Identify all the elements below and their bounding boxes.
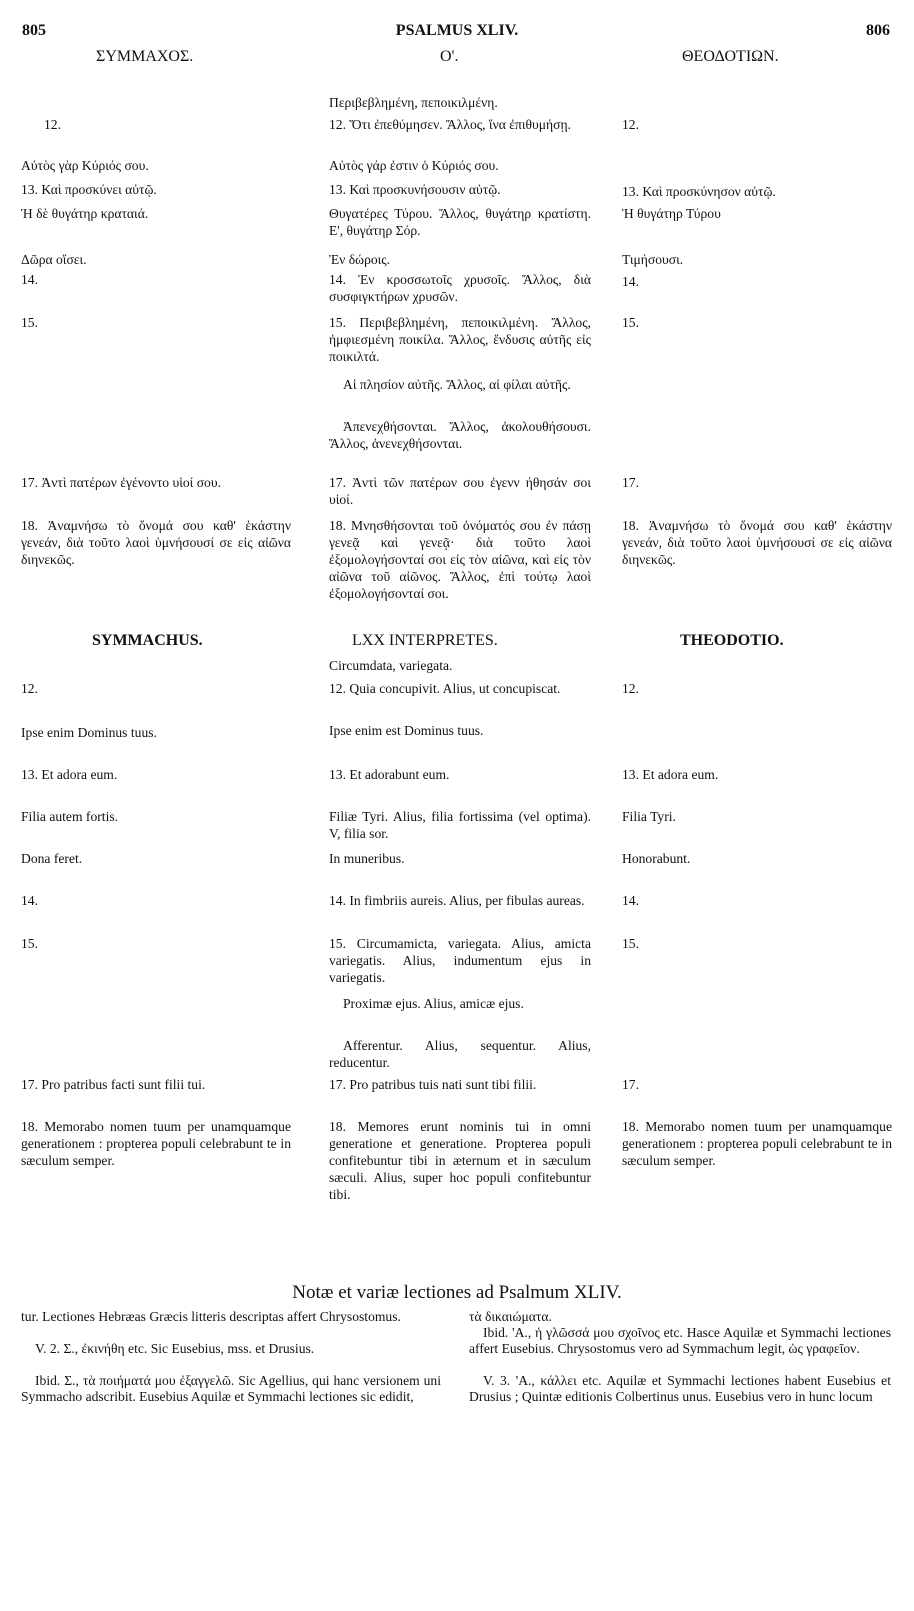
latin-lxx-b: Filiæ Tyri. Alius, filia fortissima (vel optima). V, filia sor. [329,809,591,841]
page-number-right: 806 [866,22,890,39]
latin-sym-c: Dona feret. [21,851,83,866]
greek-theo-v12: 12. [622,117,639,132]
greek-sym-b: Ἡ δὲ θυγάτηρ κραταιά. [21,206,149,221]
greek-sym-v13: 13. Καὶ προσκύνει αὐτῷ. [21,182,157,197]
latin-lxx-v12: 12. Quia concupivit. Alius, ut concupiscat. [329,681,561,696]
latin-heading-lxx: LXX INTERPRETES. [352,632,498,649]
latin-sym-v14: 14. [21,893,38,908]
greek-lxx-e: Ἀπενεχθήσονται. Ἄλλος, ἀκολουθήσουσι. Ἄλλος, ἀνενεχθήσονται. [329,419,591,451]
latin-heading-theodotion: THEODOTIO. [680,632,784,649]
latin-sym-b: Filia autem fortis. [21,809,119,824]
latin-sym-a: Ipse enim Dominus tuus. [21,725,157,740]
greek-sym-v15: 15. [21,315,38,330]
latin-lxx-v15: 15. Circumamicta, variegata. Alius, amicta variegatis. Alius, indumentum ejus in variegatis. [329,936,591,985]
greek-lxx-b: Θυγατέρες Τύρου. Ἄλλος, θυγάτηρ κρατίστη. Ε', θυγάτηρ Σόρ. [329,206,591,238]
latin-theo-c: Honorabunt. [622,851,691,866]
greek-lxx-c: Ἐν δώροις. [329,252,391,267]
greek-lxx-v15: 15. Περιβεβλημένη, πεποικιλμένη. Ἄλλος, ἠμφιεσμένη ποικίλα. Ἄλλος, ἔνδυσις αὐτῆς εἰς ποικιλτά. [329,315,591,364]
greek-lxx-v18: 18. Μνησθήσονται τοῦ ὀνόματός σου ἐν πάσῃ γενεᾷ καὶ γενεᾷ· διὰ τοῦτο λαοὶ ἐξομολογήσονταί σοι εἰς τὸν αἰῶνα, καὶ εἰς τὸν αἰῶνα τοῦ αἰῶνος. Ἄλλος, ἐπὶ τούτῳ λαοὶ ἐξομολογήσονταί σοι. [329,518,591,601]
latin-sym-v12: 12. [21,681,38,696]
greek-theo-v17: 17. [622,475,639,490]
greek-theo-v14: 14. [622,274,639,289]
greek-heading-lxx: Ο'. [440,48,459,65]
latin-theo-v17: 17. [622,1077,639,1092]
latin-theo-b: Filia Tyri. [622,809,676,824]
latin-lxx-v17: 17. Pro patribus tuis nati sunt tibi filii. [329,1077,537,1092]
page-number-left: 805 [22,22,46,39]
note-left-3: Ibid. Σ., τὰ ποιήματά μου ἐξαγγελῶ. Sic Agellius, qui hanc versionem uni Symmacho adscribit. Eusebius Aquilæ et Symmachi lectiones sic edidit, [21,1373,441,1404]
latin-theo-v13: 13. Et adora eum. [622,767,719,782]
greek-lxx-v14: 14. Ἐν κροσσωτοῖς χρυσοῖς. Ἄλλος, διὰ συσφιγκτήρων χρυσῶν. [329,272,591,304]
latin-theo-v15: 15. [622,936,639,951]
greek-sym-v17: 17. Ἀντὶ πατέρων ἐγένοντο υἱοί σου. [21,475,221,490]
greek-sym-c: Δῶρα οἴσει. [21,252,87,267]
note-left-2: V. 2. Σ., ἐκινήθη etc. Sic Eusebius, mss. et Drusius. [35,1341,315,1356]
greek-sym-a: Αὐτὸς γὰρ Κύριός σου. [21,158,149,173]
greek-theo-b: Ἡ θυγάτηρ Τύρου [622,206,721,221]
greek-theo-c: Τιμήσουσι. [622,252,684,267]
latin-theo-v14: 14. [622,893,639,908]
latin-lxx-v13: 13. Et adorabunt eum. [329,767,450,782]
greek-theo-v13: 13. Καὶ προσκύνησον αὐτῷ. [622,184,776,199]
latin-lxx-v18: 18. Memores erunt nominis tui in omni generatione et generatione. Propterea populi confitebuntur tibi in æternum et in sæculum sæculi. Alius, super hoc populi confitebuntur tibi. [329,1119,591,1202]
latin-sym-v13: 13. Et adora eum. [21,767,118,782]
running-title: PSALMUS XLIV. [395,22,519,39]
note-right-1: τὰ δικαιώματα. [469,1309,552,1324]
greek-sym-v18: 18. Ἀναμνήσω τὸ ὄνομά σου καθ' ἑκάστην γενεάν, διὰ τοῦτο λαοὶ ὑμνήσουσί σε εἰς αἰῶνα διηνεκῶς. [21,518,291,567]
notes-title: Notæ et variæ lectiones ad Psalmum XLIV. [292,1282,622,1303]
note-right-2: Ibid. 'Α., ἡ γλῶσσά μου σχοῖνος etc. Hasce Aquilæ et Symmachi lectiones affert Eusebius. Chrysostomus vero ad Symmachum legit, ὡς γραφεῖον. [469,1325,891,1356]
greek-heading-theodotion: ΘΕΟΔΟΤΙΩΝ. [682,48,779,65]
greek-lxx-v12: 12. Ὅτι ἐπεθύμησεν. Ἄλλος, ἵνα ἐπιθυμήσῃ. [329,117,571,132]
greek-lxx-d: Αἱ πλησίον αὐτῆς. Ἄλλος, αἱ φίλαι αὐτῆς. [343,377,571,392]
latin-lxx-a: Ipse enim est Dominus tuus. [329,723,484,738]
latin-theo-v12: 12. [622,681,639,696]
latin-lxx-d: Proximæ ejus. Alius, amicæ ejus. [343,996,524,1011]
greek-theo-v15: 15. [622,315,639,330]
latin-sym-v15: 15. [21,936,38,951]
greek-sym-v12: 12. [44,117,61,132]
latin-lxx-c: In muneribus. [329,851,405,866]
greek-lxx-a: Αὐτὸς γάρ ἐστιν ὁ Κύριός σου. [329,158,499,173]
greek-lxx-top: Περιβεβλημένη, πεποικιλμένη. [329,95,498,110]
latin-theo-v18: 18. Memorabo nomen tuum per unamquamque generationem : propterea populi celebrabunt te in sæculum semper. [622,1119,892,1168]
note-right-3: V. 3. 'Α., κάλλει etc. Aquilæ et Symmachi lectiones habent Eusebius et Drusius ; Quintæ editionis Colbertinus unus. Eusebius vero in hunc locum [469,1373,891,1404]
greek-sym-v14: 14. [21,272,38,287]
latin-lxx-e: Afferentur. Alius, sequentur. Alius, reducentur. [329,1038,591,1070]
latin-lxx-top: Circumdata, variegata. [329,658,453,673]
greek-lxx-v13: 13. Καὶ προσκυνήσουσιν αὐτῷ. [329,182,501,197]
greek-heading-symmachus: ΣΥΜΜΑΧΟΣ. [96,48,194,65]
greek-theo-v18: 18. Ἀναμνήσω τὸ ὄνομά σου καθ' ἑκάστην γενεάν, διὰ τοῦτο λαοὶ ὑμνήσουσί σε εἰς αἰῶνα διηνεκῶς. [622,518,892,567]
latin-sym-v17: 17. Pro patribus facti sunt filii tui. [21,1077,206,1092]
note-left-1: tur. Lectiones Hebræas Græcis litteris descriptas affert Chrysostomus. [21,1309,401,1324]
latin-sym-v18: 18. Memorabo nomen tuum per unamquamque generationem : propterea populi celebrabunt te in sæculum semper. [21,1119,291,1168]
greek-lxx-v17: 17. Ἀντὶ τῶν πατέρων σου ἐγενν ήθησάν σοι υἱοί. [329,475,591,507]
latin-lxx-v14: 14. In fimbriis aureis. Alius, per fibulas aureas. [329,893,585,908]
latin-heading-symmachus: SYMMACHUS. [92,632,203,649]
